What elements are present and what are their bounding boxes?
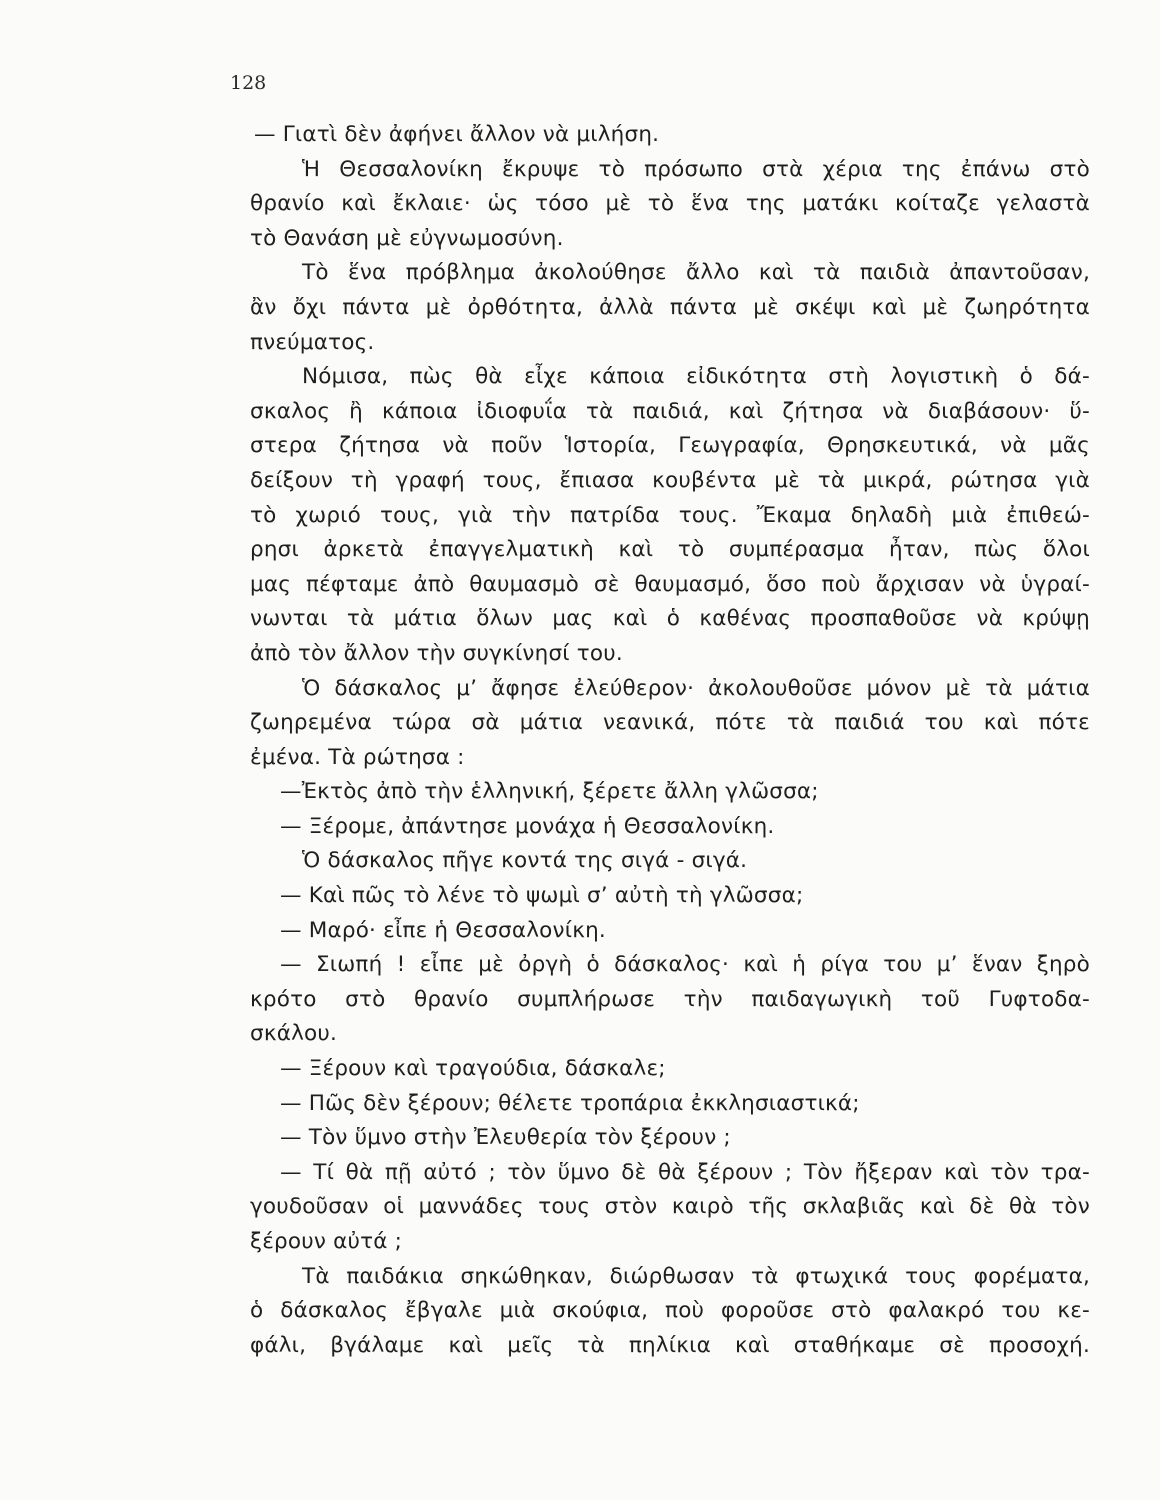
text-line: Ἡ Θεσσαλονίκη ἔκρυψε τὸ πρόσωπο στὰ χέρια της ἐπάνω στὸ: [302, 156, 1090, 182]
text-line: ρησι ἀρκετὰ ἐπαγγελματικὴ καὶ τὸ συμπέρασμα ἦταν, πὼς ὅλοι: [250, 537, 1090, 563]
body-text: [250, 118, 1090, 1363]
text-line: σκάλου.: [250, 1021, 338, 1047]
text-line: τὸ χωριό τους, γιὰ τὴν πατρίδα τους. Ἔκαμα δηλαδὴ μιὰ ἐπιθεώ-: [250, 502, 1090, 528]
text-line: τὸ Θανάση μὲ εὐγνωμοσύνη.: [250, 225, 564, 251]
text-line: ζωηρεμένα τώρα σὰ μάτια νεανικά, πότε τὰ παιδιά του καὶ πότε: [250, 710, 1090, 736]
text-line: ἐμένα. Τὰ ρώτησα :: [250, 744, 465, 770]
text-line: θρανίο καὶ ἔκλαιε· ὡς τόσο μὲ τὸ ἕνα της ματάκι κοίταζε γελαστὰ: [250, 191, 1090, 217]
text-line: — Σιωπή ! εἶπε μὲ ὀργὴ ὁ δάσκαλος· καὶ ἡ ρίγα του μ’ ἕναν ξηρὸ: [280, 952, 1090, 978]
text-line: Ὁ δάσκαλος μ’ ἄφησε ἐλεύθερον· ἀκολουθοῦσε μόνον μὲ τὰ μάτια: [302, 675, 1090, 701]
text-line: δείξουν τὴ γραφή τους, ἔπιασα κουβέντα μὲ τὰ μικρά, ρώτησα γιὰ: [250, 467, 1090, 493]
page-number: 128: [230, 72, 267, 94]
text-line: ἂν ὄχι πάντα μὲ ὀρθότητα, ἀλλὰ πάντα μὲ σκέψι καὶ μὲ ζωηρότητα: [250, 294, 1090, 320]
text-line: — Καὶ πῶς τὸ λένε τὸ ψωμὶ σ’ αὐτὴ τὴ γλῶσσα;: [280, 883, 804, 909]
text-line: κρότο στὸ θρανίο συμπλήρωσε τὴν παιδαγωγικὴ τοῦ Γυφτοδα-: [250, 986, 1090, 1012]
text-line: — Πῶς δὲν ξέρουν; θέλετε τροπάρια ἐκκλησιαστικά;: [280, 1090, 860, 1116]
text-line: ἀπὸ τὸν ἄλλον τὴν συγκίνησί του.: [250, 640, 623, 666]
text-line: — Τὸν ὕμνο στὴν Ἐλευθερία τὸν ξέρουν ;: [280, 1125, 731, 1151]
text-line: Νόμισα, πὼς θὰ εἶχε κάποια εἰδικότητα στὴ λογιστικὴ ὁ δά-: [302, 364, 1090, 390]
text-line: Τὰ παιδάκια σηκώθηκαν, διώρθωσαν τὰ φτωχικά τους φορέματα,: [302, 1263, 1090, 1289]
text-line: μας πέφταμε ἀπὸ θαυμασμὸ σὲ θαυμασμό, ὅσο ποὺ ἄρχισαν νὰ ὑγραί-: [250, 571, 1090, 597]
text-line: —Ἐκτὸς ἀπὸ τὴν ἑλληνική, ξέρετε ἄλλη γλῶσσα;: [280, 779, 819, 805]
text-line: σκαλος ἢ κάποια ἰδιοφυΐα τὰ παιδιά, καὶ ζήτησα νὰ διαβάσουν· ὕ-: [250, 398, 1090, 424]
text-line: ξέρουν αὐτά ;: [250, 1229, 403, 1254]
text-line: φάλι, βγάλαμε καὶ μεῖς τὰ πηλίκια καὶ σταθήκαμε σὲ προσοχή.: [250, 1332, 1090, 1358]
text-line: γουδοῦσαν οἱ μαννάδες τους στὸν καιρὸ τῆς σκλαβιᾶς καὶ δὲ θὰ τὸν: [250, 1194, 1090, 1220]
text-line: ὁ δάσκαλος ἔβγαλε μιὰ σκούφια, ποὺ φοροῦσε στὸ φαλακρό του κε-: [250, 1298, 1090, 1324]
text-line: — Γιατὶ δὲν ἀφήνει ἄλλον νὰ μιλήση.: [254, 122, 660, 147]
text-line: Ὁ δάσκαλος πῆγε κοντά της σιγά - σιγά.: [302, 848, 748, 874]
text-line: Τὸ ἕνα πρόβλημα ἀκολούθησε ἄλλο καὶ τὰ παιδιὰ ἀπαντοῦσαν,: [302, 260, 1090, 286]
text-line: — Μαρό· εἶπε ἡ Θεσσαλονίκη.: [280, 917, 606, 943]
text-line: πνεύματος.: [250, 329, 375, 355]
text-line: — Ξέρουν καὶ τραγούδια, δάσκαλε;: [280, 1056, 666, 1082]
text-line: — Ξέρομε, ἀπάντησε μονάχα ἡ Θεσσαλονίκη.: [280, 813, 775, 839]
text-line: στερα ζήτησα νὰ ποῦν Ἱστορία, Γεωγραφία, Θρησκευτικά, νὰ μᾶς: [250, 433, 1090, 459]
text-line: νωνται τὰ μάτια ὅλων μας καὶ ὁ καθένας προσπαθοῦσε νὰ κρύψῃ: [250, 606, 1090, 632]
text-line: — Τί θὰ πῇ αὐτό ; τὸν ὕμνο δὲ θὰ ξέρουν ; Τὸν ἤξεραν καὶ τὸν τρα-: [280, 1159, 1090, 1185]
